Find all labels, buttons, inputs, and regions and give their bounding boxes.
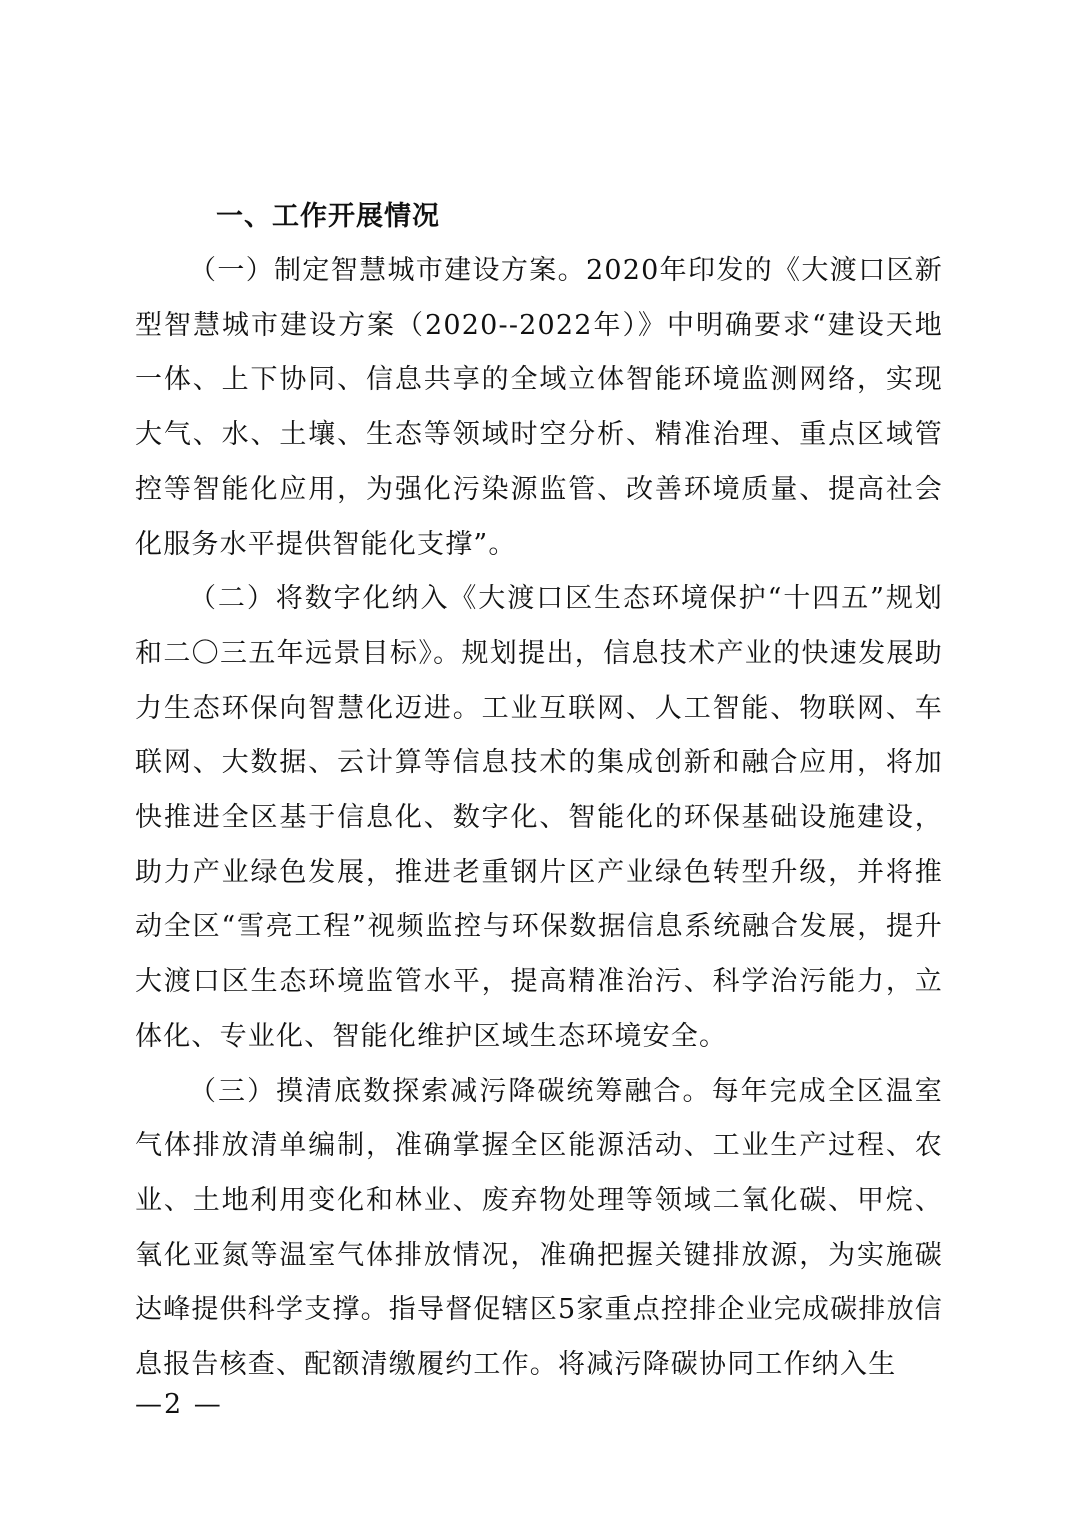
document-body	[135, 190, 943, 1393]
paragraph-1: （一）制定智慧城市建设方案。2020年印发的《大渡口区新型智慧城市建设方案（2020--2022年）》中明确要求“建设天地一体、上下协同、信息共享的全域立体智能环境监测网络，实现大气、水、土壤、生态等领域时空分析、精准治理、重点区域管控等智能化应用，为强化污染源监管、改善环境质量、提高社会化服务水平提供智能化支撑”。	[135, 255, 943, 560]
section-heading: 一、工作开展情况	[216, 201, 440, 232]
paragraph-2: （二）将数字化纳入《大渡口区生态环境保护“十四五”规划和二〇三五年远景目标》。规划提出，信息技术产业的快速发展助力生态环保向智慧化迈进。工业互联网、人工智能、物联网、车联网、大数据、云计算等信息技术的集成创新和融合应用，将加快推进全区基于信息化、数字化、智能化的环保基础设施建设，助力产业绿色发展，推进老重钢片区产业绿色转型升级，并将推动全区“雪亮工程”视频监控与环保数据信息系统融合发展，提升大渡口区生态环境监管水平，提高精准治污、科学治污能力，立体化、专业化、智能化维护区域生态环境安全。	[135, 583, 943, 1052]
page-number: —2 —	[135, 1389, 223, 1420]
paragraph-3: （三）摸清底数探索减污降碳统筹融合。每年完成全区温室气体排放清单编制，准确掌握全区能源活动、工业生产过程、农业、土地利用变化和林业、废弃物处理等领域二氧化碳、甲烷、氧化亚氮等温室气体排放情况，准确把握关键排放源，为实施碳达峰提供科学支撑。指导督促辖区5家重点控排企业完成碳排放信息报告核查、配额清缴履约工作。将减污降碳协同工作纳入生	[135, 1075, 943, 1381]
